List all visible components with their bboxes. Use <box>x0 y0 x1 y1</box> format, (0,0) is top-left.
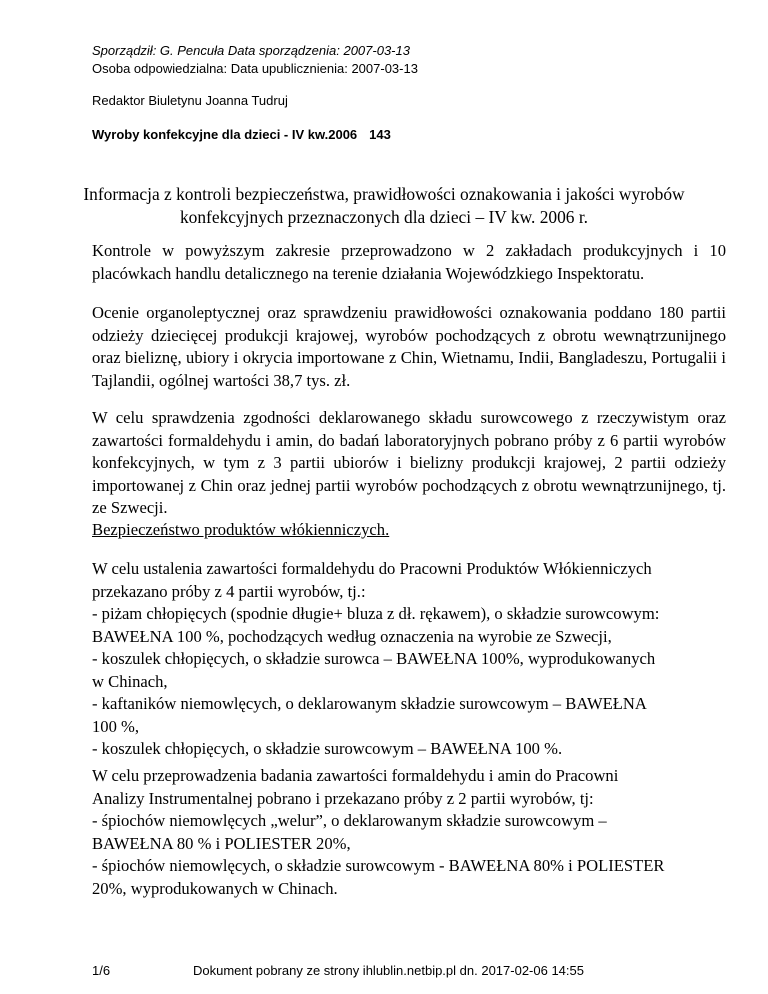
paragraph-2: Ocenie organoleptycznej oraz sprawdzeniu prawidłowości oznakowania poddano 180 partii odzieży dziecięcej produkcji krajowej, wyrobów pochodzących z obrotu wewnątrzunijnego oraz bieliznę, ubiory i okrycia importowane z Chin, Wietnamu, Indii, Bangladeszu, Portugalii i Tajlandii, ogólnej wartości 38,7 tys. zł. <box>92 303 726 390</box>
paragraph-4-line: W celu ustalenia zawartości formaldehydu do Pracowni Produktów Włókienniczych <box>92 559 652 578</box>
paragraph-3: W celu sprawdzenia zgodności deklarowanego składu surowcowego z rzeczywistym oraz zawartości formaldehydu i amin, do badań laboratoryjnych pobrano próby z 6 partii wyrobów konfekcyjnych, w tym z 3 partii ubiorów i bielizny produkcji krajowej, 2 partii odzieży importowanej z Chin oraz jednej partii wyrobów pochodzących z obrotu wewnątrzunijnego, tj. ze Szwecji. <box>92 408 726 517</box>
paragraph-5 <box>92 765 726 900</box>
header-document-title <box>92 126 391 143</box>
document-title-text: Wyroby konfekcyjne dla dzieci - IV kw.2006 <box>92 127 358 142</box>
report-title <box>80 183 688 229</box>
header-editor: Redaktor Biuletynu Joanna Tudruj <box>92 93 288 108</box>
paragraph-4-line: BAWEŁNA 100 %, pochodzących według oznaczenia na wyrobie ze Szwecji, <box>92 626 612 646</box>
header-prepared-by: Sporządził: G. Pencuła Data sporządzenia: 2007-03-13 <box>92 43 410 58</box>
paragraph-4-line: - koszulek chłopięcych, o składzie surowcowym – BAWEŁNA 100 %. <box>92 739 563 758</box>
paragraph-4-line: 100 %, <box>92 716 140 736</box>
report-title-line-1: Informacja z kontroli bezpieczeństwa, prawidłowości oznakowania i jakości wyrobów <box>83 184 685 204</box>
section-heading <box>92 519 726 542</box>
paragraph-4-line: - piżam chłopięcych (spodnie długie+ bluza z dł. rękawem), o składzie surowcowym: <box>92 604 660 623</box>
document-number: 143 <box>369 127 391 142</box>
paragraph-5-line: - śpiochów niemowlęcych, o składzie surowcowym - BAWEŁNA 80% i POLIESTER <box>92 856 665 875</box>
paragraph-4-line: - kaftaników niemowlęcych, o deklarowanym składzie surowcowym – BAWEŁNA <box>92 694 647 713</box>
paragraph-4-line: przekazano próby z 4 partii wyrobów, tj.: <box>92 581 366 601</box>
header-responsible-person: Osoba odpowiedzialna: Data upublicznienia: 2007-03-13 <box>92 61 418 76</box>
page-number: 1/6 <box>92 963 111 978</box>
paragraph-5-line: - śpiochów niemowlęcych „welur”, o deklarowanym składzie surowcowym – <box>92 811 607 830</box>
paragraph-5-line: W celu przeprowadzenia badania zawartości formaldehydu i amin do Pracowni <box>92 766 619 785</box>
section-heading-text: Bezpieczeństwo produktów włókienniczych. <box>92 520 390 539</box>
paragraph-5-line: 20%, wyprodukowanych w Chinach. <box>92 878 338 898</box>
paragraph-1: Kontrole w powyższym zakresie przeprowadzono w 2 zakładach produkcyjnych i 10 placówkach handlu detalicznego na terenie działania Wojewódzkiego Inspektoratu. <box>92 241 726 283</box>
paragraph-5-line: Analizy Instrumentalnej pobrano i przekazano próby z 2 partii wyrobów, tj: <box>92 788 594 808</box>
paragraph-4 <box>92 558 726 761</box>
paragraph-4-line: - koszulek chłopięcych, o składzie surowca – BAWEŁNA 100%, wyprodukowanych <box>92 649 656 668</box>
paragraph-5-line: BAWEŁNA 80 % i POLIESTER 20%, <box>92 833 351 853</box>
footer-source: Dokument pobrany ze strony ihlublin.netbip.pl dn. 2017-02-06 14:55 <box>193 963 584 978</box>
paragraph-4-line: w Chinach, <box>92 671 168 691</box>
report-title-line-2: konfekcyjnych przeznaczonych dla dzieci – IV kw. 2006 r. <box>179 207 589 227</box>
